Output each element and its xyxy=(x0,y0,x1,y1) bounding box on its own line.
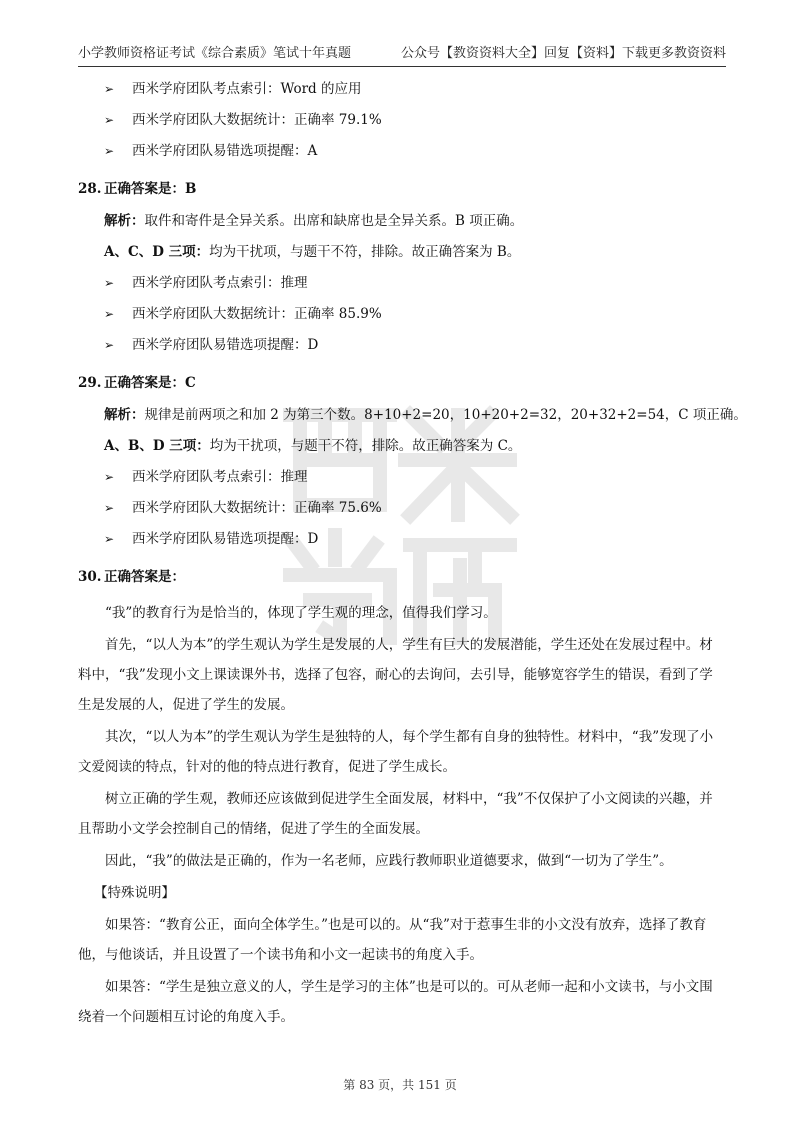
arrow-bullet-icon: ➢ xyxy=(104,276,115,290)
list-item: ➢ 西米学府团队易错选项提醒：D xyxy=(78,528,726,550)
list-item: ➢ 西米学府团队易错选项提醒：D xyxy=(78,334,726,356)
header-divider xyxy=(78,66,726,67)
list-item: ➢ 西米学府团队易错选项提醒：A xyxy=(78,140,726,162)
question-28-other-options: A、C、D 三项：均为干扰项，与题干不符，排除。故正确答案为 B。 xyxy=(104,244,521,260)
question-29-other-options: A、B、D 三项：均为干扰项，与题干不符，排除。故正确答案为 C。 xyxy=(104,438,522,454)
list-item: ➢ 西米学府团队考点索引：推理 xyxy=(78,272,726,294)
page-number: 第 83 页，共 151 页 xyxy=(343,1078,457,1092)
arrow-bullet-icon: ➢ xyxy=(104,501,115,515)
question-28-answer: 28. 正确答案是：B xyxy=(78,181,197,197)
special-note-title: 【特殊说明】 xyxy=(94,885,175,901)
arrow-bullet-icon: ➢ xyxy=(104,144,115,158)
list-item: ➢ 西米学府团队考点索引：推理 xyxy=(78,466,726,488)
page-header xyxy=(78,44,726,64)
question-29-analysis: 解析：规律是前两项之和加 2 为第三个数。8+10+2=20，10+20+2=32，20+32+2=54，C 项正确。 xyxy=(104,407,747,423)
arrow-bullet-icon: ➢ xyxy=(104,113,115,127)
question-29-answer: 29. 正确答案是：C xyxy=(78,375,196,391)
arrow-bullet-icon: ➢ xyxy=(104,532,115,546)
special-note-paragraph: 如果答：“学生是独立意义的人，学生是学习的主体”也是可以的。可从老师一起和小文读书，与小文围绕着一个问题相互讨论的角度入手。 xyxy=(78,979,713,1025)
question-28-analysis: 解析：取件和寄件是全异关系。出席和缺席也是全异关系。B 项正确。 xyxy=(104,213,524,229)
arrow-bullet-icon: ➢ xyxy=(104,338,115,352)
header-title: 小学教师资格证考试《综合素质》笔试十年真题 xyxy=(78,46,352,61)
header-promo: 公众号【教资资料大全】回复【资料】下载更多教资资料 xyxy=(400,46,726,61)
arrow-bullet-icon: ➢ xyxy=(104,82,115,96)
essay-paragraph: “我”的教育行为是恰当的，体现了学生观的理念，值得我们学习。 xyxy=(105,605,497,621)
list-item: ➢ 西米学府团队大数据统计：正确率 75.6% xyxy=(78,497,726,519)
essay-paragraph: 其次，“以人为本”的学生观认为学生是独特的人，每个学生都有自身的独特性。材料中，“我”发现了小文爱阅读的特点，针对的他的特点进行教育，促进了学生成长。 xyxy=(78,729,714,775)
essay-paragraph: 首先，“以人为本”的学生观认为学生是发展的人，学生有巨大的发展潜能，学生还处在发展过程中。材料中，“我”发现小文上课读课外书，选择了包容，耐心的去询问，去引导，能够宽容学生的错误，看到了学生是发展的人，促进了学生的发展。 xyxy=(78,637,713,713)
arrow-bullet-icon: ➢ xyxy=(104,470,115,484)
arrow-bullet-icon: ➢ xyxy=(104,307,115,321)
list-item: ➢ 西米学府团队大数据统计：正确率 85.9% xyxy=(78,303,726,325)
question-30-answer: 30. 正确答案是： xyxy=(78,569,185,585)
essay-paragraph: 因此，“我”的做法是正确的，作为一名老师，应践行教师职业道德要求，做到“一切为了学生”。 xyxy=(105,853,673,869)
special-note-paragraph: 如果答：“教育公正，面向全体学生。”也是可以的。从“我”对于惹事生非的小文没有放弃，选择了教育他，与他谈话，并且设置了一个读书角和小文一起读书的角度入手。 xyxy=(78,917,707,963)
list-item: ➢ 西米学府团队考点索引：Word 的应用 xyxy=(78,78,726,100)
page-content xyxy=(78,78,747,1034)
list-item: ➢ 西米学府团队大数据统计：正确率 79.1% xyxy=(78,109,726,131)
essay-paragraph: 树立正确的学生观，教师还应该做到促进学生全面发展，材料中，“我”不仅保护了小文阅读的兴趣，并且帮助小文学会控制自己的情绪，促进了学生的全面发展。 xyxy=(78,791,713,837)
